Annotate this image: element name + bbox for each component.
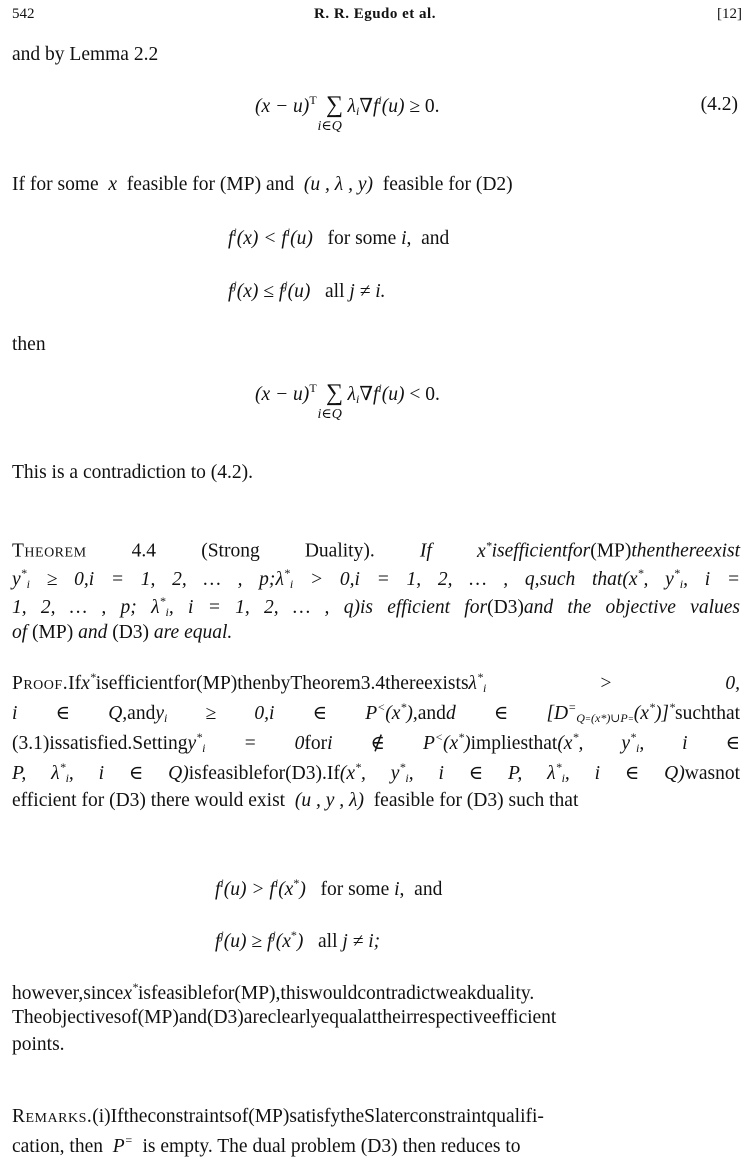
theorem-line-1: Theorem 4.4 (Strong Duality). If x*isefficientfor(MP)thenthereexist <box>12 538 741 562</box>
theorem-line-4: of (MP) and (D3) are equal. <box>12 622 233 643</box>
however-line-3: points. <box>12 1034 65 1055</box>
theorem-line-2: $y^*_i \ge 0,i = 1$, 2, … , $p;\lambda^*_i > 0,i = 1$, 2, … , q,such that(x*, $y^*_i$, i = <box>12 566 740 591</box>
running-head-authors: R. R. Egudo et al. <box>314 6 436 22</box>
condition-weak: $f^j(x) \le f^j(u)$ all j ≠ i. <box>228 278 386 302</box>
page-number: 542 <box>12 6 35 22</box>
if-line: If for some x feasible for (MP) and (u , λ , y) feasible for (D2) <box>12 174 513 195</box>
running-head-ref: [12] <box>717 6 742 22</box>
however-line-2: Theobjectivesof(MP)and(D3)areclearlyequalattheirrespectiveefficient <box>12 1007 557 1028</box>
proof-line-1: Proof.Ifx*isefficientfor(MP)thenbyTheorem3.4thereexistsλ*$_i$ > 0, <box>12 670 740 695</box>
remarks-line-1: Remarks.(i)Iftheconstraintsof(MP)satisfytheSlaterconstraintqualifi- <box>12 1106 544 1127</box>
theorem-line-3: 1, 2, … , p; $\lambda^*_i$, i = 1, 2, … , q)is efficient for(D3)and the objective values <box>12 594 740 619</box>
equation-contradiction: $(x - u)^T$ ∑ i∈Q $\lambda_i\nabla f^i(u) < 0$. <box>255 380 440 422</box>
condition-strict-dual: $f^i(u) > f^i(x^*)$ for some i, and <box>215 876 443 900</box>
proof-line-4: P, $\lambda^*_i$, i ∈ Q)isfeasiblefor(D3).If(x*, $y^*_i$, i ∈ P, $\lambda^*_i$, i ∈ Q)wasnot <box>12 760 740 785</box>
remarks-line-2: cation, then P= is empty. The dual problem (D3) then reduces to <box>12 1133 521 1157</box>
however-line-1: however,sincex*isfeasiblefor(MP),thiswouldcontradictweakduality. <box>12 980 535 1004</box>
lemma-line: and by Lemma 2.2 <box>12 44 159 65</box>
equation-number-4-2: (4.2) <box>700 94 738 115</box>
proof-line-3: (3.1)issatisfied.Settingy*$_i$ = 0fori ∉ P<(x*)impliesthat(x*, $y^*_i$, i ∈ <box>12 730 741 755</box>
condition-weak-dual: $f^j(u) \ge f^j(x^*)$ all j ≠ i; <box>215 928 381 952</box>
equation-4-2: $(x - u)^T$ ∑ i∈Q $\lambda_i\nabla f^i(u) \ge 0$. <box>255 92 440 134</box>
condition-strict: $f^i(x) < f^i(u)$ for some i, and <box>228 225 450 249</box>
proof-line-2: i ∈ Q,andy$_i$ ≥ 0,i ∈ P<(x*),andd ∈ $[D^=_{Q=(x*)\cup P=}(x^*)]^*suchthat$ <box>12 700 741 725</box>
proof-line-5: efficient for (D3) there would exist (u , y , λ) feasible for (D3) such that <box>12 790 579 811</box>
then-word: then <box>12 334 46 355</box>
contradiction-line: This is a contradiction to (4.2). <box>12 462 253 483</box>
